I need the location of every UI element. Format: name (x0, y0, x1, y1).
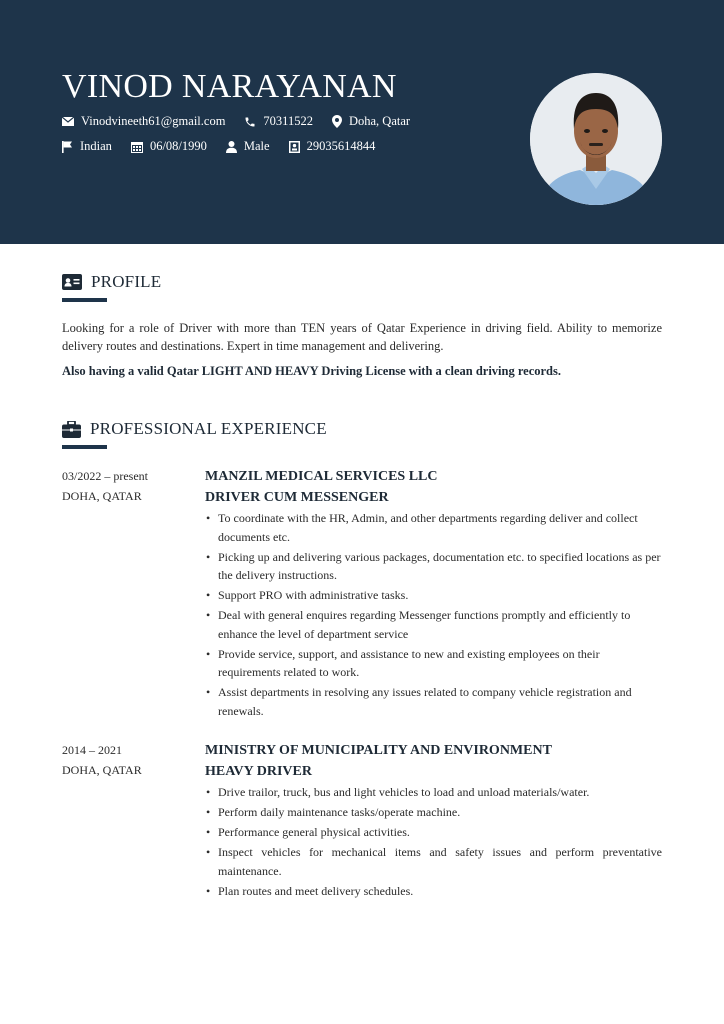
email-text: Vinodvineeth61@gmail.com (81, 114, 226, 128)
license-statement: Also having a valid Qatar LIGHT AND HEAVY Driving License with a clean driving records. (62, 364, 561, 378)
briefcase-icon (62, 421, 81, 438)
job-entry (205, 466, 662, 722)
job-duties (205, 783, 662, 900)
job-location: DOHA, QATAR (62, 763, 142, 777)
profile-summary: Looking for a role of Driver with more than TEN years of Qatar Experience in driving field. Ability to memorize delivery routes and destinations. Expert in time management and delivering. (62, 321, 662, 353)
job-duties (205, 509, 662, 720)
experience-section-heading (62, 419, 327, 439)
list-item: • Inspect vehicles for mechanical items and safety issues and perform preventative maintenance. (205, 843, 662, 880)
email-item[interactable] (62, 114, 225, 129)
avatar (530, 73, 662, 205)
experience-divider (62, 445, 107, 449)
id-number-text: 29035614844 (306, 139, 376, 153)
job-entry (205, 740, 662, 902)
location-text: Doha, Qatar (348, 114, 411, 128)
contact-row-primary (62, 114, 429, 129)
list-item: • Performance general physical activities. (205, 823, 662, 842)
phone-text: 70311522 (263, 114, 313, 128)
gender-text: Male (243, 139, 270, 153)
experience-title: PROFESSIONAL EXPERIENCE (90, 419, 327, 438)
list-item: • To coordinate with the HR, Admin, and other departments regarding deliver and collect documents etc. (205, 509, 662, 546)
job-dates: 03/2022 – present (62, 469, 148, 483)
mail-icon (62, 117, 74, 126)
phone-icon (244, 116, 256, 128)
job-meta (62, 466, 148, 506)
job-role: HEAVY DRIVER (205, 764, 312, 779)
profile-photo (530, 73, 662, 205)
gender-item (226, 139, 270, 154)
list-item: • Plan routes and meet delivery schedules. (205, 882, 662, 901)
list-item: • Assist departments in resolving any issues related to company vehicle registration and renewals. (205, 683, 662, 720)
dob-item (131, 139, 207, 154)
profile-divider (62, 298, 107, 302)
list-item: • Deal with general enquires regarding Messenger functions promptly and efficiently to enhance the level of department service (205, 606, 662, 643)
list-item: • Picking up and delivering various packages, documentation etc. to specified locations as per the delivery instructions. (205, 548, 662, 585)
job-company: MANZIL MEDICAL SERVICES LLC (205, 469, 438, 484)
profile-section-heading (62, 272, 161, 292)
flag-icon (62, 141, 73, 153)
job-company: MINISTRY OF MUNICIPALITY AND ENVIRONMENT (205, 743, 552, 758)
list-item: • Provide service, support, and assistance to new and existing employees on their requirements related to work. (205, 645, 662, 682)
person-icon (226, 141, 237, 153)
job-role: DRIVER CUM MESSENGER (205, 490, 389, 505)
job-dates: 2014 – 2021 (62, 743, 122, 757)
nationality-text: Indian (80, 139, 112, 153)
resume-header (0, 0, 724, 244)
location-pin-icon (332, 115, 342, 128)
id-badge-icon (289, 141, 300, 153)
profile-title: PROFILE (91, 272, 162, 291)
calendar-icon (131, 141, 143, 153)
nationality-item (62, 139, 112, 154)
phone-item[interactable] (244, 114, 313, 129)
location-item (332, 114, 410, 129)
job-location: DOHA, QATAR (62, 489, 142, 503)
list-item: • Perform daily maintenance tasks/operate machine. (205, 803, 662, 822)
list-item: • Support PRO with administrative tasks. (205, 586, 662, 605)
contact-row-secondary (62, 139, 394, 154)
id-card-icon (62, 274, 82, 290)
id-item (289, 139, 376, 154)
job-meta (62, 740, 142, 780)
dob-text: 06/08/1990 (149, 139, 207, 153)
candidate-name: VINOD NARAYANAN (62, 68, 397, 105)
list-item: • Drive trailor, truck, bus and light vehicles to load and unload materials/water. (205, 783, 662, 802)
